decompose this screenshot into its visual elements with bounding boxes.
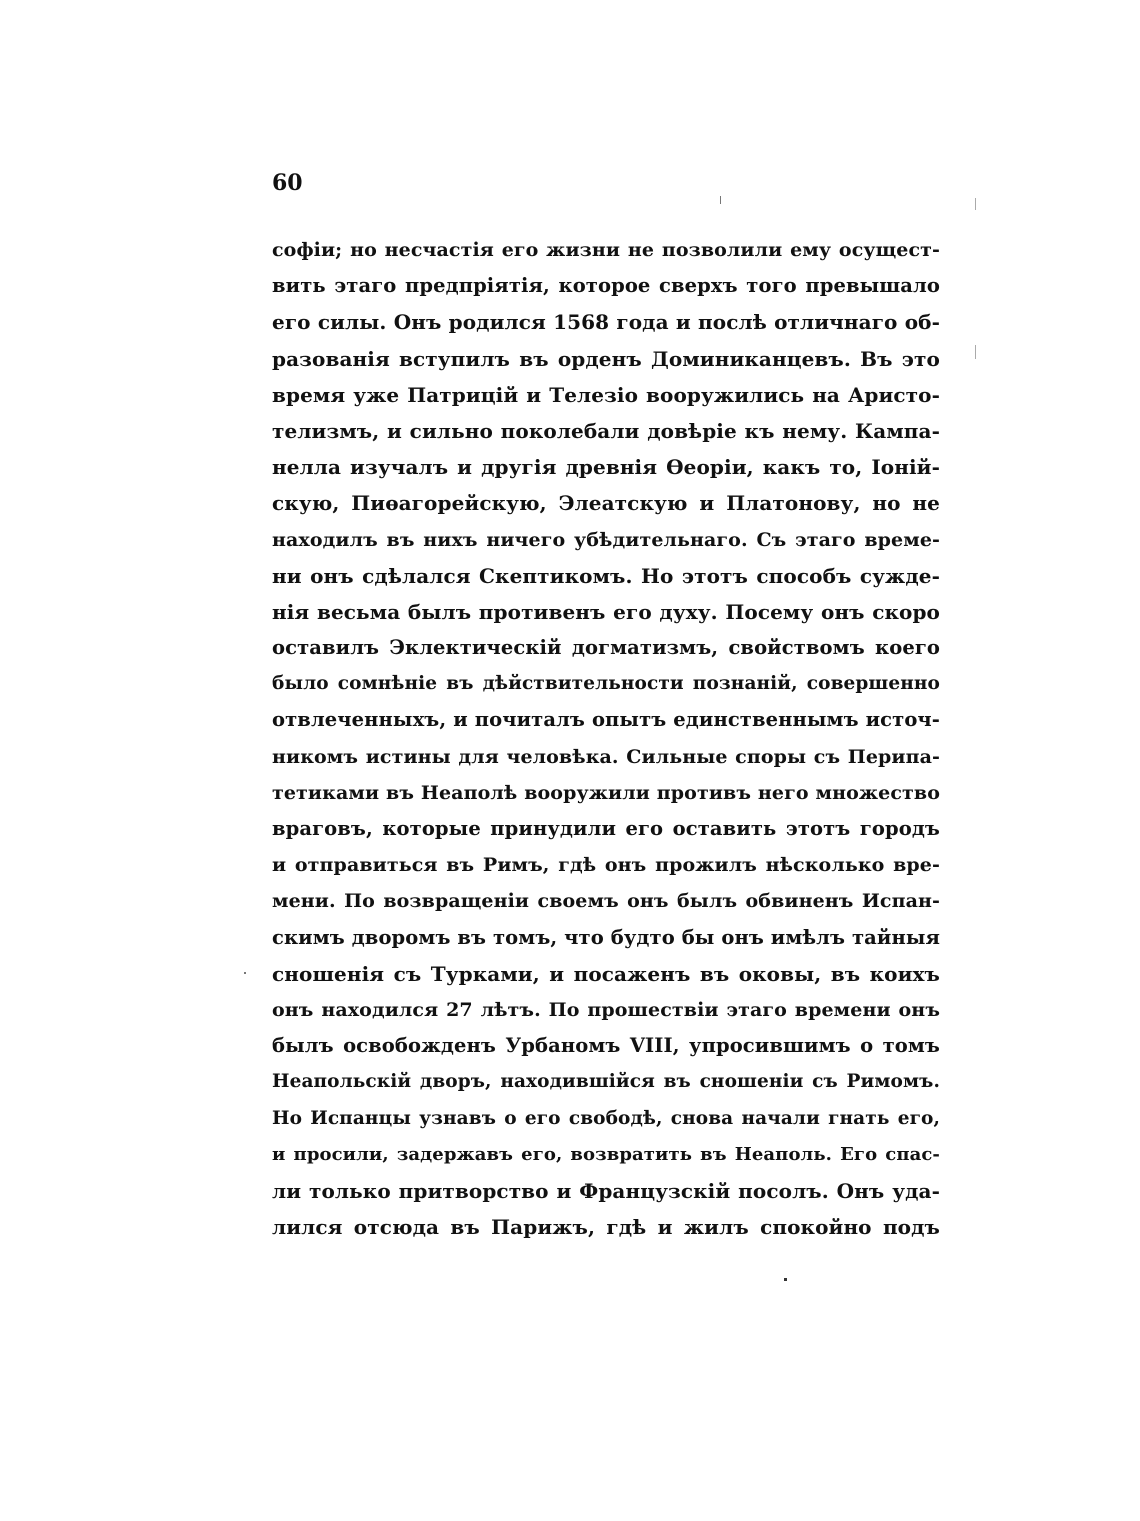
body-text: [272, 232, 940, 1245]
text-line: сношенія съ Турками, и посаженъ въ оковы, въ коихъ: [272, 961, 940, 986]
text-line: никомъ истины для человѣка. Сильные споры съ Перипа-: [272, 745, 940, 768]
scan-speck: [975, 345, 976, 359]
text-line: отвлеченныхъ, и почиталъ опытъ единственнымъ источ-: [272, 708, 940, 732]
text-line: скую, Пиөагорейскую, Элеатскую и Платонову, но не: [272, 491, 940, 516]
text-line: Неапольскій дворъ, находившійся въ сношеніи съ Римомъ.: [272, 1071, 940, 1093]
text-line: Но Испанцы узнавъ о его свободѣ, снова начали гнать его,: [272, 1107, 940, 1129]
text-line: его силы. Онъ родился 1568 года и послѣ отличнаго об-: [272, 310, 940, 335]
text-line: нія весьма былъ противенъ его духу. Посему онъ скоро: [272, 599, 940, 624]
text-line: оставилъ Эклектическій догматизмъ, свойствомъ коего: [272, 636, 940, 660]
scan-speck: [720, 196, 721, 204]
text-line: софіи; но несчастія его жизни не позволили ему осущест-: [272, 239, 940, 261]
text-line: было сомнѣніе въ дѣйствительности познаній, совершенно: [272, 673, 940, 695]
text-line: онъ находился 27 лѣтъ. По прошествіи этаго времени онъ: [272, 998, 940, 1021]
text-line: находилъ въ нихъ ничего убѣдительнаго. Съ этаго време-: [272, 528, 940, 551]
text-line: нелла изучалъ и другія древнія Өеоріи, какъ то, Іоній-: [272, 455, 940, 480]
text-line: тетиками въ Неаполѣ вооружили противъ него множество: [272, 781, 940, 804]
text-line: время уже Патрицій и Телезіо вооружились на Аристо-: [272, 382, 940, 407]
text-line: лился отсюда въ Парижъ, гдѣ и жилъ спокойно подъ: [272, 1215, 940, 1240]
text-line: мени. По возвращеніи своемъ онъ былъ обвиненъ Испан-: [272, 890, 940, 913]
scan-speck: [975, 198, 976, 210]
text-line: скимъ дворомъ въ томъ, что будто бы онъ имѣлъ тайныя: [272, 925, 940, 949]
text-line: и просили, задержавъ его, возвратить въ Неаполь. Его спас-: [272, 1143, 940, 1165]
text-line: и отправиться въ Римъ, гдѣ онъ прожилъ нѣсколько вре-: [272, 854, 940, 877]
page-number: 60: [272, 170, 303, 196]
scan-speck: [244, 972, 246, 974]
text-line: разованія вступилъ въ орденъ Доминиканцевъ. Въ это: [272, 346, 940, 371]
text-line: телизмъ, и сильно поколебали довѣріе къ нему. Кампа-: [272, 418, 940, 443]
text-line: враговъ, которые принудили его оставить этотъ городъ: [272, 817, 940, 840]
text-line: ни онъ сдѣлался Скептикомъ. Но этотъ способъ сужде-: [272, 563, 940, 588]
scan-speck: [784, 1278, 787, 1281]
text-line: ли только притворство и Французскій посолъ. Онъ уда-: [272, 1178, 940, 1203]
text-line: вить этаго предпріятія, которое сверхъ того превышало: [272, 274, 940, 298]
text-line: былъ освобожденъ Урбаномъ VIII, упросившимъ о томъ: [272, 1034, 940, 1058]
